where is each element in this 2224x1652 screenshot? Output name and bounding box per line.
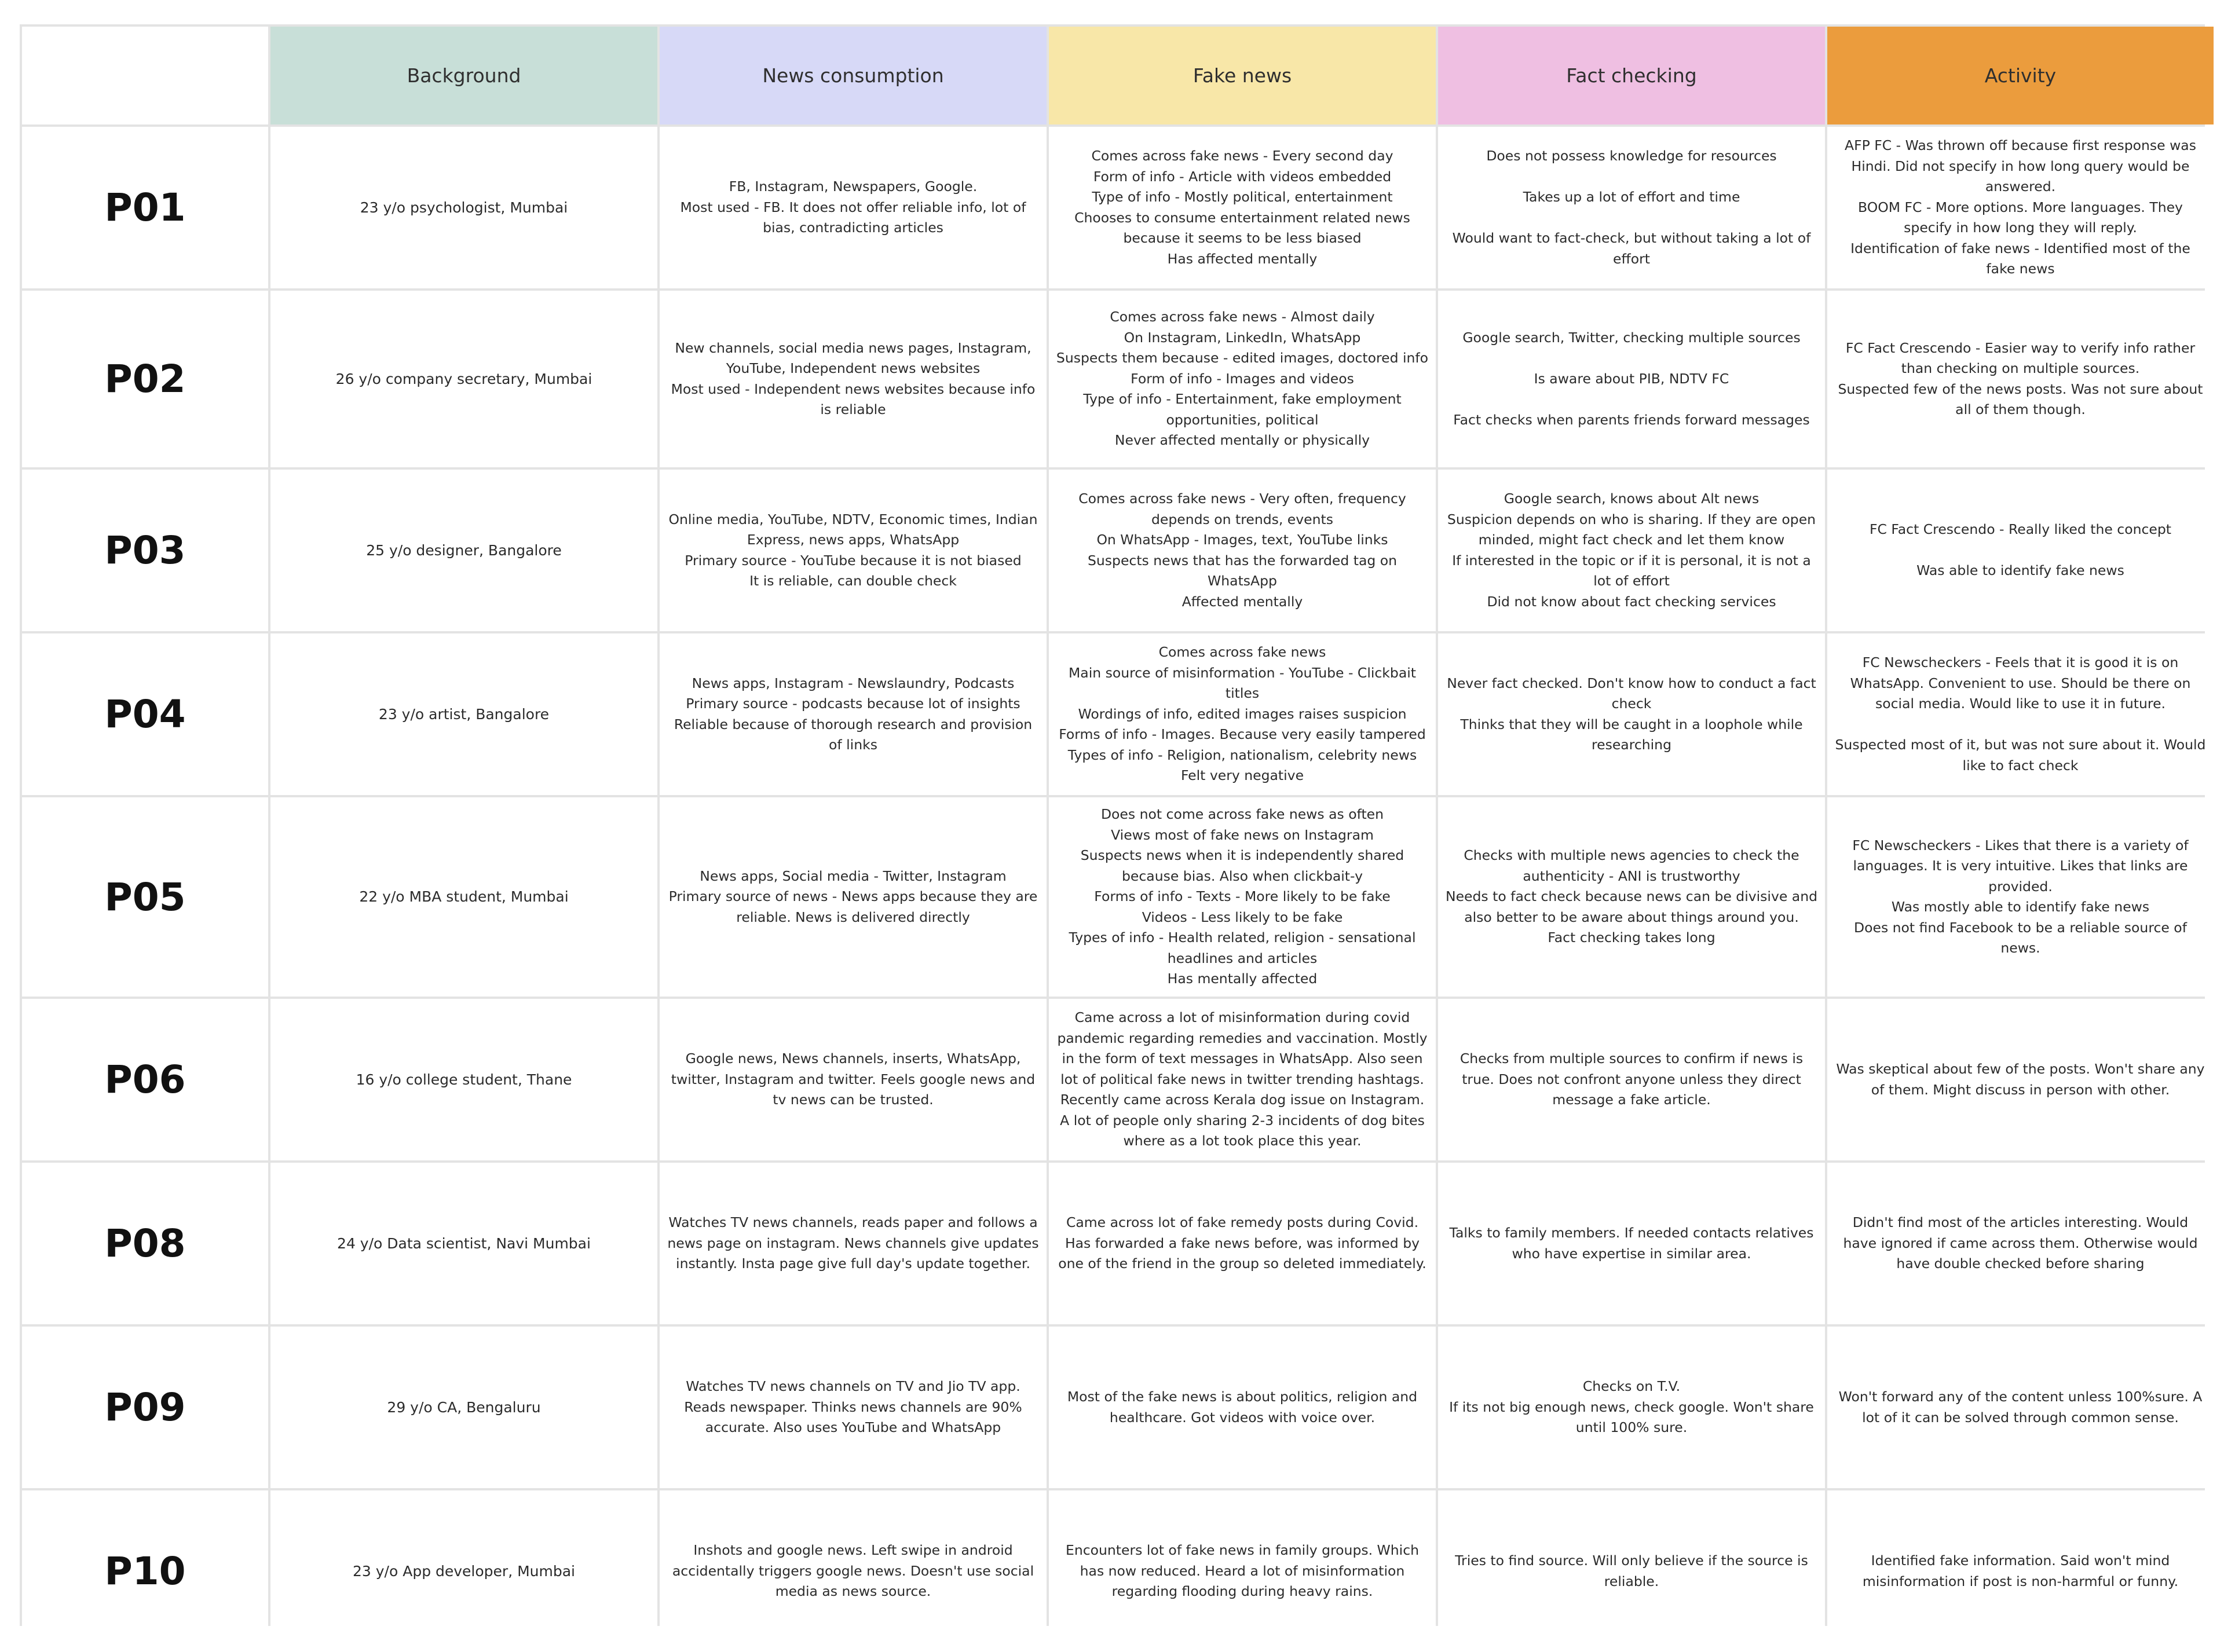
news-consumption-cell: Online media, YouTube, NDTV, Economic times, Indian Express, news apps, WhatsApp Primary source - YouTube because it is not biased It is reliable, can double check xyxy=(660,470,1047,631)
fake-news-cell: Most of the fake news is about politics, religion and healthcare. Got videos with voice over. xyxy=(1049,1327,1436,1488)
row-label: P10 xyxy=(22,1490,268,1652)
header-news-consumption: News consumption xyxy=(660,27,1047,124)
news-consumption-cell: Google news, News channels, inserts, WhatsApp, twitter, Instagram and twitter. Feels google news and tv news can be trusted. xyxy=(660,999,1047,1160)
fake-news-cell: Came across lot of fake remedy posts during Covid. Has forwarded a fake news before, was informed by one of the friend in the group so deleted immediately. xyxy=(1049,1163,1436,1324)
activity-cell: Was skeptical about few of the posts. Won't share any of them. Might discuss in person with other. xyxy=(1827,999,2214,1160)
activity-cell: Identified fake information. Said won't mind misinformation if post is non-harmful or funny. xyxy=(1827,1490,2214,1652)
row-label: P02 xyxy=(22,291,268,467)
fact-checking-cell: Checks on T.V. If its not big enough news, check google. Won't share until 100% sure. xyxy=(1438,1327,1825,1488)
row-label: P04 xyxy=(22,633,268,795)
fake-news-cell: Encounters lot of fake news in family groups. Which has now reduced. Heard a lot of misinformation regarding flooding during heavy rains. xyxy=(1049,1490,1436,1652)
background-cell: 23 y/o App developer, Mumbai xyxy=(270,1490,657,1652)
background-cell: 23 y/o psychologist, Mumbai xyxy=(270,127,657,288)
background-cell: 23 y/o artist, Bangalore xyxy=(270,633,657,795)
row-label: P03 xyxy=(22,470,268,631)
fact-checking-cell: Google search, Twitter, checking multiple sources Is aware about PIB, NDTV FC Fact checks when parents friends forward messages xyxy=(1438,291,1825,467)
news-consumption-cell: New channels, social media news pages, Instagram, YouTube, Independent news websites Most used - Independent news websites because info is reliable xyxy=(660,291,1047,467)
header-background: Background xyxy=(270,27,657,124)
activity-cell: FC Fact Crescendo - Really liked the concept Was able to identify fake news xyxy=(1827,470,2214,631)
fact-checking-cell: Talks to family members. If needed contacts relatives who have expertise in similar area. xyxy=(1438,1163,1825,1324)
background-cell: 25 y/o designer, Bangalore xyxy=(270,470,657,631)
fact-checking-cell: Never fact checked. Don't know how to conduct a fact check Thinks that they will be caught in a loophole while researching xyxy=(1438,633,1825,795)
fake-news-cell: Does not come across fake news as often Views most of fake news on Instagram Suspects news when it is independently shared because bias. Also when clickbait-y Forms of info - Texts - More likely to be fake Videos - Less likely to be fake Types of info - Health related, religion - sensational headlines and articles Has mentally affected xyxy=(1049,797,1436,997)
activity-cell: FC Fact Crescendo - Easier way to verify info rather than checking on multiple sources. Suspected few of the news posts. Was not sure about all of them though. xyxy=(1827,291,2214,467)
fake-news-cell: Comes across fake news - Every second day Form of info - Article with videos embedded Type of info - Mostly political, entertainment Chooses to consume entertainment related news because it seems to be less biased Has affected mentally xyxy=(1049,127,1436,288)
row-label: P01 xyxy=(22,127,268,288)
row-label: P09 xyxy=(22,1327,268,1488)
header-activity: Activity xyxy=(1827,27,2214,124)
activity-cell: FC Newscheckers - Likes that there is a variety of languages. It is very intuitive. Likes that links are provided. Was mostly able to identify fake news Does not find Facebook to be a reliable source of news. xyxy=(1827,797,2214,997)
header-fake-news: Fake news xyxy=(1049,27,1436,124)
activity-cell: Didn't find most of the articles interesting. Would have ignored if came across them. Otherwise would have double checked before sharing xyxy=(1827,1163,2214,1324)
news-consumption-cell: FB, Instagram, Newspapers, Google. Most used - FB. It does not offer reliable info, lot of bias, contradicting articles xyxy=(660,127,1047,288)
row-label: P08 xyxy=(22,1163,268,1324)
fact-checking-cell: Google search, knows about Alt news Suspicion depends on who is sharing. If they are open minded, might fact check and let them know If interested in the topic or if it is personal, it is not a lot of effort Did not know about fact checking services xyxy=(1438,470,1825,631)
fake-news-cell: Came across a lot of misinformation during covid pandemic regarding remedies and vaccination. Mostly in the form of text messages in WhatsApp. Also seen lot of political fake news in twitter trending hashtags. Recently came across Kerala dog issue on Instagram. A lot of people only sharing 2-3 incidents of dog bites where as a lot took place this year. xyxy=(1049,999,1436,1160)
header-fact-checking: Fact checking xyxy=(1438,27,1825,124)
row-label: P06 xyxy=(22,999,268,1160)
fact-checking-cell: Checks from multiple sources to confirm if news is true. Does not confront anyone unless they direct message a fake article. xyxy=(1438,999,1825,1160)
background-cell: 26 y/o company secretary, Mumbai xyxy=(270,291,657,467)
fact-checking-cell: Does not possess knowledge for resources Takes up a lot of effort and time Would want to fact-check, but without taking a lot of effort xyxy=(1438,127,1825,288)
research-findings-table xyxy=(20,24,2205,1626)
background-cell: 29 y/o CA, Bengaluru xyxy=(270,1327,657,1488)
activity-cell: FC Newscheckers - Feels that it is good it is on WhatsApp. Convenient to use. Should be there on social media. Would like to use it in future. Suspected most of it, but was not sure about it. Would like to fact check xyxy=(1827,633,2214,795)
fake-news-cell: Comes across fake news Main source of misinformation - YouTube - Clickbait titles Wordings of info, edited images raises suspicion Forms of info - Images. Because very easily tampered Types of info - Religion, nationalism, celebrity news Felt very negative xyxy=(1049,633,1436,795)
fake-news-cell: Comes across fake news - Very often, frequency depends on trends, events On WhatsApp - Images, text, YouTube links Suspects news that has the forwarded tag on WhatsApp Affected mentally xyxy=(1049,470,1436,631)
background-cell: 24 y/o Data scientist, Navi Mumbai xyxy=(270,1163,657,1324)
activity-cell: Won't forward any of the content unless 100%sure. A lot of it can be solved through common sense. xyxy=(1827,1327,2214,1488)
fake-news-cell: Comes across fake news - Almost daily On Instagram, LinkedIn, WhatsApp Suspects them because - edited images, doctored info Form of info - Images and videos Type of info - Entertainment, fake employment opportunities, political Never affected mentally or physically xyxy=(1049,291,1436,467)
news-consumption-cell: Inshots and google news. Left swipe in android accidentally triggers google news. Doesn't use social media as news source. xyxy=(660,1490,1047,1652)
row-label: P05 xyxy=(22,797,268,997)
corner-cell xyxy=(22,27,268,124)
activity-cell: AFP FC - Was thrown off because first response was Hindi. Did not specify in how long query would be answered. BOOM FC - More options. More languages. They specify in how long they will reply. Identification of fake news - Identified most of the fake news xyxy=(1827,127,2214,288)
news-consumption-cell: News apps, Instagram - Newslaundry, Podcasts Primary source - podcasts because lot of insights Reliable because of thorough research and provision of links xyxy=(660,633,1047,795)
background-cell: 22 y/o MBA student, Mumbai xyxy=(270,797,657,997)
fact-checking-cell: Checks with multiple news agencies to check the authenticity - ANI is trustworthy Needs to fact check because news can be divisive and also better to be aware about things around you. Fact checking takes long xyxy=(1438,797,1825,997)
background-cell: 16 y/o college student, Thane xyxy=(270,999,657,1160)
news-consumption-cell: Watches TV news channels on TV and Jio TV app. Reads newspaper. Thinks news channels are 90% accurate. Also uses YouTube and WhatsApp xyxy=(660,1327,1047,1488)
fact-checking-cell: Tries to find source. Will only believe if the source is reliable. xyxy=(1438,1490,1825,1652)
news-consumption-cell: News apps, Social media - Twitter, Instagram Primary source of news - News apps because they are reliable. News is delivered directly xyxy=(660,797,1047,997)
news-consumption-cell: Watches TV news channels, reads paper and follows a news page on instagram. News channels give updates instantly. Insta page give full day's update together. xyxy=(660,1163,1047,1324)
